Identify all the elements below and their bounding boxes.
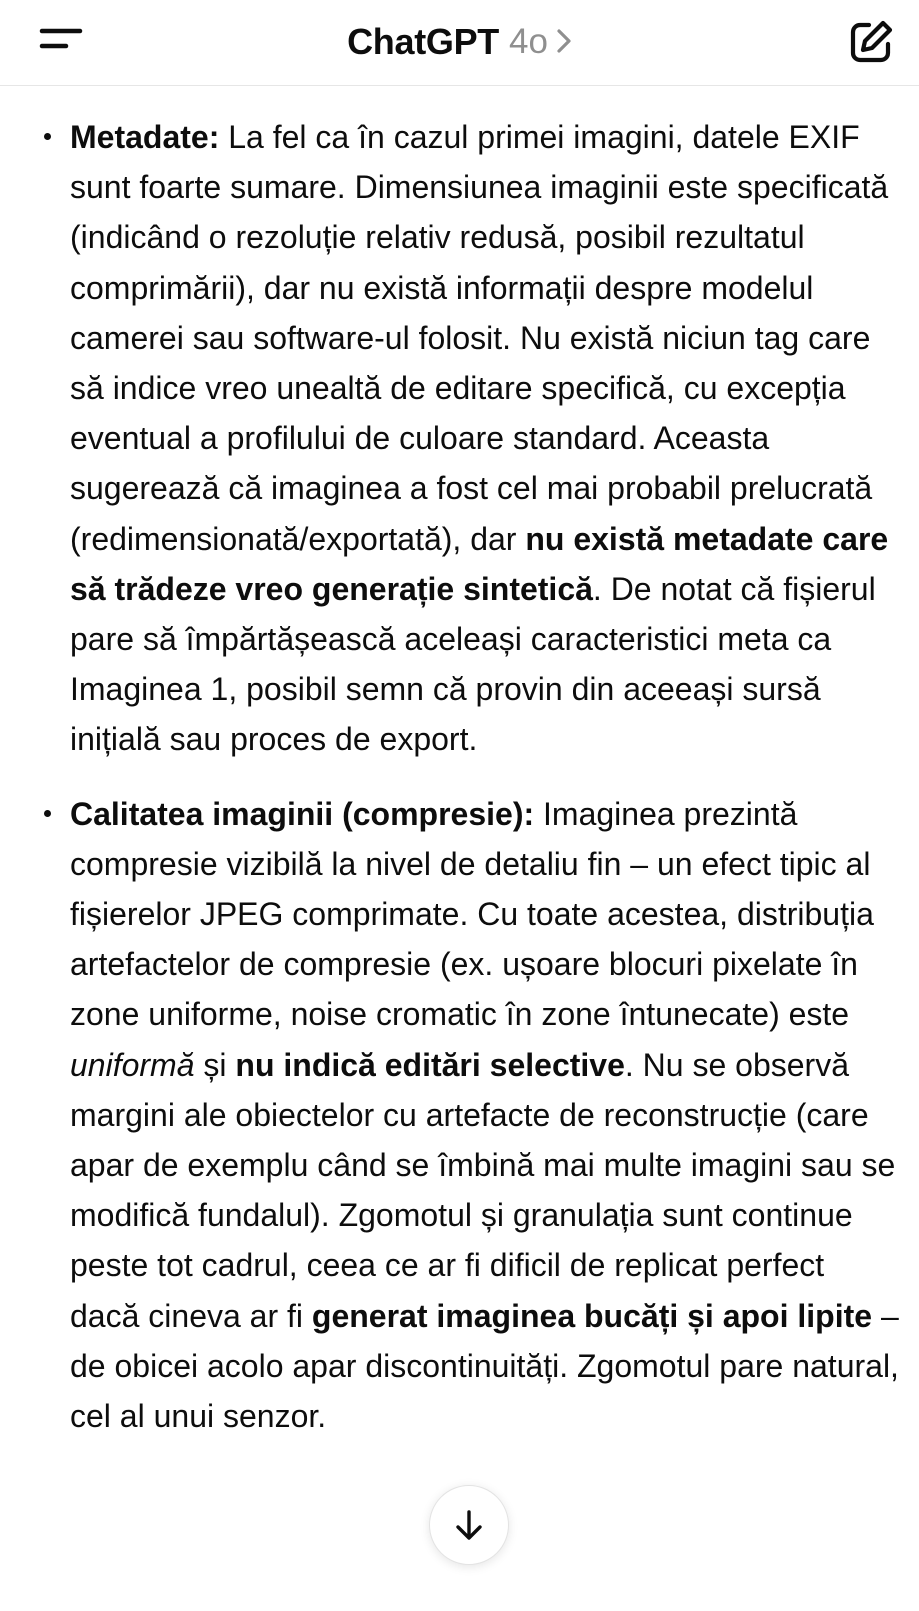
bullet-item bbox=[0, 789, 919, 1442]
model-selector[interactable] bbox=[0, 0, 919, 84]
assistant-message bbox=[0, 112, 919, 1465]
app-title: ChatGPT bbox=[347, 21, 499, 62]
body-text: și bbox=[194, 1046, 236, 1083]
chat-message-area bbox=[0, 86, 919, 1611]
chevron-right-icon bbox=[556, 28, 572, 59]
body-text: . Nu se observă margini ale obiectelor cu artefacte de reconstrucție (care apar de exemplu când se îmbină mai multe imagini sau se modifică fundalul). Zgomotul și granulația sunt continue peste tot cadrul, ceea ce ar fi dificil de replicat perfect dacă cineva ar fi bbox=[70, 1046, 896, 1334]
body-text: – de obicei acolo apar discontinuități. Zgomotul pare natural, cel al unui senzor. bbox=[70, 1297, 899, 1435]
bold-text: Metadate: bbox=[70, 119, 220, 155]
bold-text: nu există metadate care să trădeze vreo generație sintetică bbox=[70, 520, 889, 607]
body-text: Imaginea prezintă compresie vizibilă la nivel de detaliu fin – un efect tipic al fișierelor JPEG comprimate. Cu toate acestea, distribuția artefactelor de compresie (ex. ușoare blocuri pixelate în zone uniforme, noise cromatic în zone întunecate) este bbox=[70, 795, 874, 1033]
bullet-dot bbox=[44, 133, 51, 140]
new-chat-button[interactable] bbox=[845, 16, 897, 68]
italic-text: uniformă bbox=[70, 1046, 195, 1083]
bullet-dot bbox=[44, 810, 51, 817]
body-text: . De notat că fișierul pare să împărtășească aceleași caracteristici meta ca Imaginea 1, posibil semn că provin din aceeași sursă inițială sau proces de export. bbox=[70, 570, 876, 758]
bold-text: generat imaginea bucăți și apoi lipite bbox=[311, 1297, 873, 1334]
scroll-to-bottom-button[interactable] bbox=[429, 1485, 509, 1565]
arrow-down-icon bbox=[451, 1507, 487, 1543]
bold-text: nu indică editări selective bbox=[235, 1046, 625, 1083]
bold-text: Calitatea imaginii (compresie): bbox=[70, 795, 535, 832]
model-name: 4o bbox=[508, 22, 548, 61]
top-bar bbox=[0, 0, 919, 86]
bullet-item bbox=[0, 112, 919, 765]
body-text: La fel ca în cazul primei imagini, datele EXIF sunt foarte sumare. Dimensiunea imaginii este specificată (indicând o rezoluție relativ redusă, posibil rezultatul comprimării), dar nu există informații despre modelul camerei sau software-ul folosit. Nu există niciun tag care să indice vreo unealtă de editare specifică, cu excepția eventual a profilului de culoare standard. Aceasta sugerează că imaginea a fost cel mai probabil prelucrată (redimensionată/exportată), dar bbox=[70, 119, 889, 557]
new-chat-icon bbox=[845, 16, 897, 68]
